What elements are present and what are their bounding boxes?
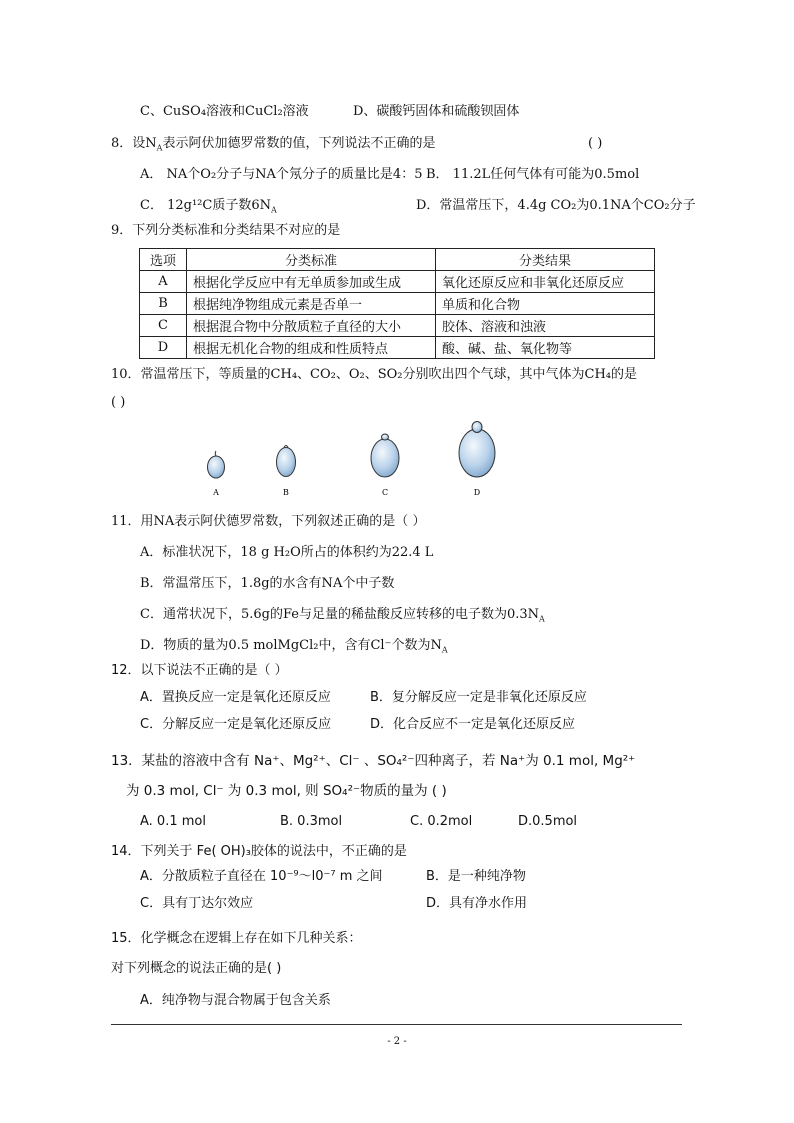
q12-option-c: C．分解反应一定是氧化还原反应 [140, 717, 332, 732]
q15-option-a: A．纯净物与混合物属于包含关系 [140, 993, 331, 1008]
table-header-row [140, 249, 655, 271]
table-header: 分类标准 [187, 249, 436, 271]
table-cell: 根据无机化合物的组成和性质特点 [187, 337, 436, 359]
q14-option-a: A．分散质粒子直径在 10⁻⁹～l0⁻⁷ m 之间 [140, 869, 383, 884]
balloon-label-b: B [283, 488, 289, 497]
q9-stem: 9．下列分类标准和分类结果不对应的是 [111, 223, 341, 238]
table-row [140, 337, 655, 359]
q14-option-b: B．是一种纯净物 [426, 869, 526, 884]
q7-option-c: C、CuSO₄溶液和CuCl₂溶液 [140, 104, 309, 119]
q8-option-c: C． 12g¹²C质子数$6N_A$ [140, 198, 277, 215]
table-cell: 根据化学反应中有无单质参加或生成 [187, 271, 436, 293]
q11-option-d: D．物质的量为0.5 molMgCl₂中，含有Cl⁻个数为$N_A$ [140, 638, 448, 655]
table-cell: 氧化还原反应和非氧化还原反应 [436, 271, 655, 293]
balloon-figure [200, 418, 510, 500]
table-cell: 根据混合物中分散质粒子直径的大小 [187, 315, 436, 337]
q11-option-c: C．通常状况下，5.6g的Fe与足量的稀盐酸反应转移的电子数为$0.3N_A$ [140, 607, 545, 624]
table-cell: D [140, 337, 187, 359]
q15-stem: 15．化学概念在逻辑上存在如下几种关系： [111, 931, 362, 946]
table-cell: 根据纯净物组成元素是否单一 [187, 293, 436, 315]
q14-option-d: D．具有净水作用 [426, 896, 528, 911]
q14-stem: 14．下列关于 Fe( OH)₃胶体的说法中，不正确的是 [111, 844, 407, 859]
balloon-label-d: D [473, 488, 481, 497]
table-cell: A [140, 271, 187, 293]
q13-stem-line1: 13．某盐的溶液中含有 Na⁺、Mg²⁺、Cl⁻ 、SO₄²⁻四种离子，若 Na⁺为 0.1 mol, Mg²⁺ [111, 753, 636, 769]
balloon-d [459, 422, 495, 478]
balloon-c [371, 434, 399, 477]
q11-option-a: A．标准状况下，18 g H₂O所占的体积约为22.4 L [140, 545, 434, 560]
table-row [140, 315, 655, 337]
q13-option-a: A. 0.1 mol [140, 814, 206, 829]
q12-stem: 12．以下说法不正确的是（ ） [111, 663, 288, 678]
q8-option-a: A． NA个O₂分子与NA个氖分子的质量比是4：5 [140, 167, 423, 182]
table-row [140, 293, 655, 315]
q12-option-d: D．化合反应不一定是氧化还原反应 [370, 717, 576, 732]
footer-divider [111, 1024, 682, 1025]
table-cell: 单质和化合物 [436, 293, 655, 315]
q12-option-b: B．复分解反应一定是非氧化还原反应 [370, 690, 587, 705]
balloon-label-a: A [213, 488, 219, 497]
q13-stem-line2: 为 0.3 mol, Cl⁻ 为 0.3 mol, 则 SO₄²⁻物质的量为 ( ) [126, 783, 447, 799]
q13-option-d: D.0.5mol [518, 814, 578, 829]
table-header: 分类结果 [436, 249, 655, 271]
table-cell: 胶体、溶液和浊液 [436, 315, 655, 337]
classification-table [139, 248, 655, 359]
page-number: - 2 - [387, 1036, 407, 1047]
q8-option-b: B． 11.2L任何气体有可能为0.5mol [426, 167, 640, 182]
table-cell: B [140, 293, 187, 315]
q10-stem: 10．常温常压下，等质量的CH₄、CO₂、O₂、SO₂分别吹出四个气球，其中气体为CH₄的是 [111, 367, 637, 382]
q13-option-b: B. 0.3mol [280, 814, 343, 829]
q15-stem-line2: 对下列概念的说法正确的是( ) [111, 961, 282, 976]
table-cell: 酸、碱、盐、氧化物等 [436, 337, 655, 359]
q11-stem: 11．用NA表示阿伏德罗常数，下列叙述正确的是（ ） [111, 514, 426, 529]
balloon-b [277, 446, 296, 477]
q8-option-d: D．常温常压下，4.4g CO₂为0.1NA个CO₂分子 [416, 198, 696, 213]
table-header: 选项 [140, 249, 187, 271]
balloon-label-c: C [381, 488, 389, 497]
q12-option-a: A．置换反应一定是氧化还原反应 [140, 690, 331, 705]
q8-stem: 8．设$N_A$表示阿伏加德罗常数的值，下列说法不正确的是 [111, 136, 436, 153]
q8-answer-paren: ( ) [588, 136, 603, 151]
q11-option-b: B．常温常压下，1.8g的水含有NA个中子数 [140, 576, 395, 591]
q10-answer-paren: ( ) [111, 395, 126, 410]
q13-option-c: C. 0.2mol [410, 814, 473, 829]
table-cell: C [140, 315, 187, 337]
balloon-a [208, 451, 225, 478]
q7-option-d: D、碳酸钙固体和硫酸钡固体 [353, 104, 520, 119]
q14-option-c: C．具有丁达尔效应 [140, 896, 254, 911]
table-row [140, 271, 655, 293]
